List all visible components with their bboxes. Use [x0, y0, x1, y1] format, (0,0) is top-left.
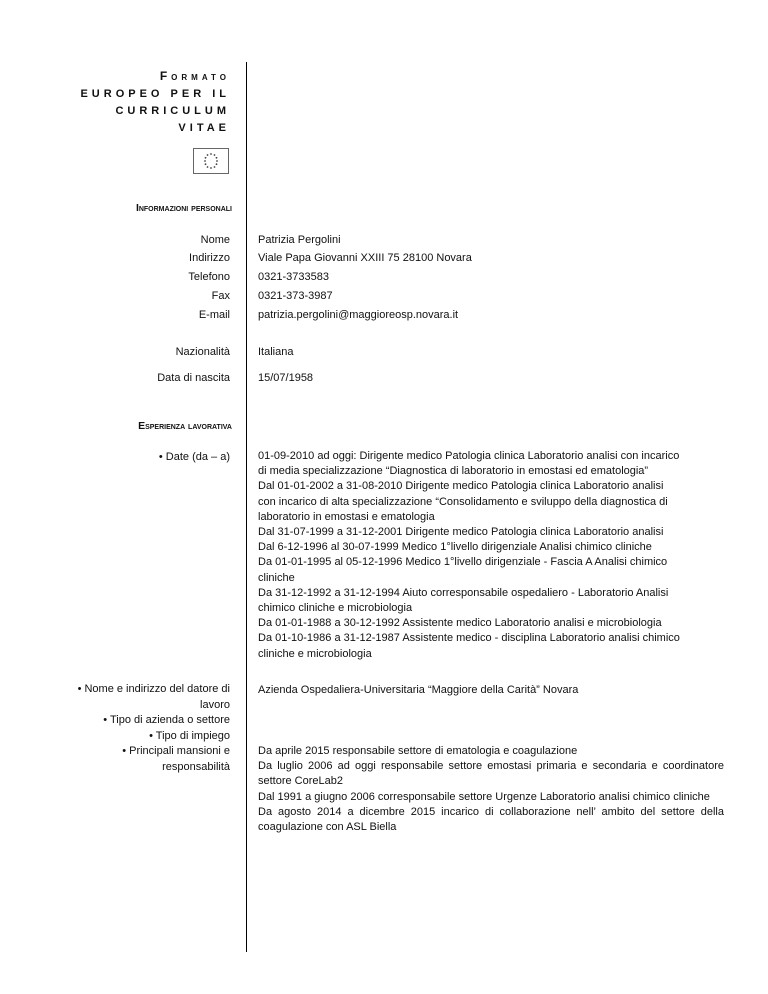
label-email: E-mail [198, 309, 230, 321]
label-fax: Fax [211, 290, 230, 302]
header-line-3: CURRICULUM [115, 105, 230, 117]
dates-line: Da 01-01-1995 al 05-12-1996 Medico 1°livello dirigenziale - Fascia A Analisi chimico [258, 556, 668, 569]
label-employer: • Nome e indirizzo del datore di [77, 683, 230, 695]
dates-line: Dal 01-01-2002 a 31-08-2010 Dirigente medico Patologia clinica Laboratorio analisi [258, 480, 664, 493]
duty-item: Da aprile 2015 responsabile settore di ematologia e coagulazione [258, 745, 578, 757]
dates-line: di media specializzazione “Diagnostica di laboratorio in emostasi ed ematologia” [258, 465, 649, 478]
dates-line: chimico cliniche e microbiologia [258, 602, 413, 615]
dates-line: Dal 31-07-1999 a 31-12-2001 Dirigente medico Patologia clinica Laboratorio analisi [258, 526, 664, 539]
dates-line: 01-09-2010 ad oggi: Dirigente medico Patologia clinica Laboratorio analisi con incarico [258, 450, 680, 462]
label-job-type: • Tipo di impiego [149, 729, 230, 742]
dates-line: con incarico di alta specializzazione “Consolidamento e sviluppo della diagnostica di [258, 495, 668, 508]
label-duties: • Principali mansioni e [122, 745, 230, 757]
value-employer: Azienda Ospedaliera-Universitaria “Maggiore della Carità” Novara [258, 684, 579, 696]
label-dates: • Date (da – a) [158, 451, 230, 463]
eu-flag-icon [193, 148, 229, 174]
dates-line: cliniche [258, 571, 295, 584]
value-address: Viale Papa Giovanni XXIII 75 28100 Novara [258, 252, 472, 264]
value-birth-date: 15/07/1958 [258, 372, 314, 384]
section-personal-info: Informazioni personali [135, 202, 232, 214]
duties-list [258, 744, 724, 835]
label-birth-date: Data di nascita [157, 372, 230, 384]
dates-line: laboratorio in emostasi e ematologia [258, 510, 435, 523]
vertical-divider [246, 62, 247, 952]
label-nationality: Nazionalità [175, 346, 230, 358]
label-name: Nome [200, 234, 230, 246]
value-phone: 0321-3733583 [258, 271, 329, 283]
value-fax: 0321-373-3987 [258, 290, 333, 302]
dates-line: Da 01-01-1988 a 30-12-1992 Assistente medico Laboratorio analisi e microbiologia [258, 617, 662, 630]
label-address: Indirizzo [189, 252, 230, 264]
label-phone: Telefono [188, 271, 230, 283]
dates-line: Da 31-12-1992 a 31-12-1994 Aiuto corresponsabile ospedaliero - Laboratorio Analisi [258, 586, 669, 599]
header-line-1: Formato [159, 69, 230, 83]
value-nationality: Italiana [258, 346, 294, 358]
work-labels [30, 682, 230, 775]
label-employer-cont: lavoro [200, 698, 230, 711]
dates-line: Da 01-10-1986 a 31-12-1987 Assistente medico - disciplina Laboratorio analisi chimico [258, 632, 680, 645]
value-email: patrizia.pergolini@maggioreosp.novara.it [258, 309, 459, 321]
dates-line: cliniche e microbiologia [258, 647, 372, 660]
header-line-4: VITAE [178, 122, 230, 134]
header-line-2: EUROPEO PER IL [80, 88, 230, 100]
section-work-experience: Esperienza lavorativa [138, 420, 232, 432]
label-duties-cont: responsabilità [162, 760, 230, 773]
dates-line: Dal 6-12-1996 al 30-07-1999 Medico 1°livello dirigenziale Analisi chimico cliniche [258, 541, 652, 554]
dates-list [258, 449, 728, 662]
value-name: Patrizia Pergolini [258, 234, 341, 246]
label-company-type: • Tipo di azienda o settore [103, 714, 230, 726]
duty-item: Da agosto 2014 a dicembre 2015 incarico di collaborazione nell’ ambito del settore della coagulazione con ASL Biella [258, 805, 724, 834]
cv-header [40, 68, 230, 137]
duty-item: Da luglio 2006 ad oggi responsabile settore emostasi primaria e secondaria e coordinatore settore CoreLab2 [258, 760, 724, 788]
duty-item: Dal 1991 a giugno 2006 corresponsabile settore Urgenze Laboratorio analisi chimico cliniche [258, 790, 710, 803]
